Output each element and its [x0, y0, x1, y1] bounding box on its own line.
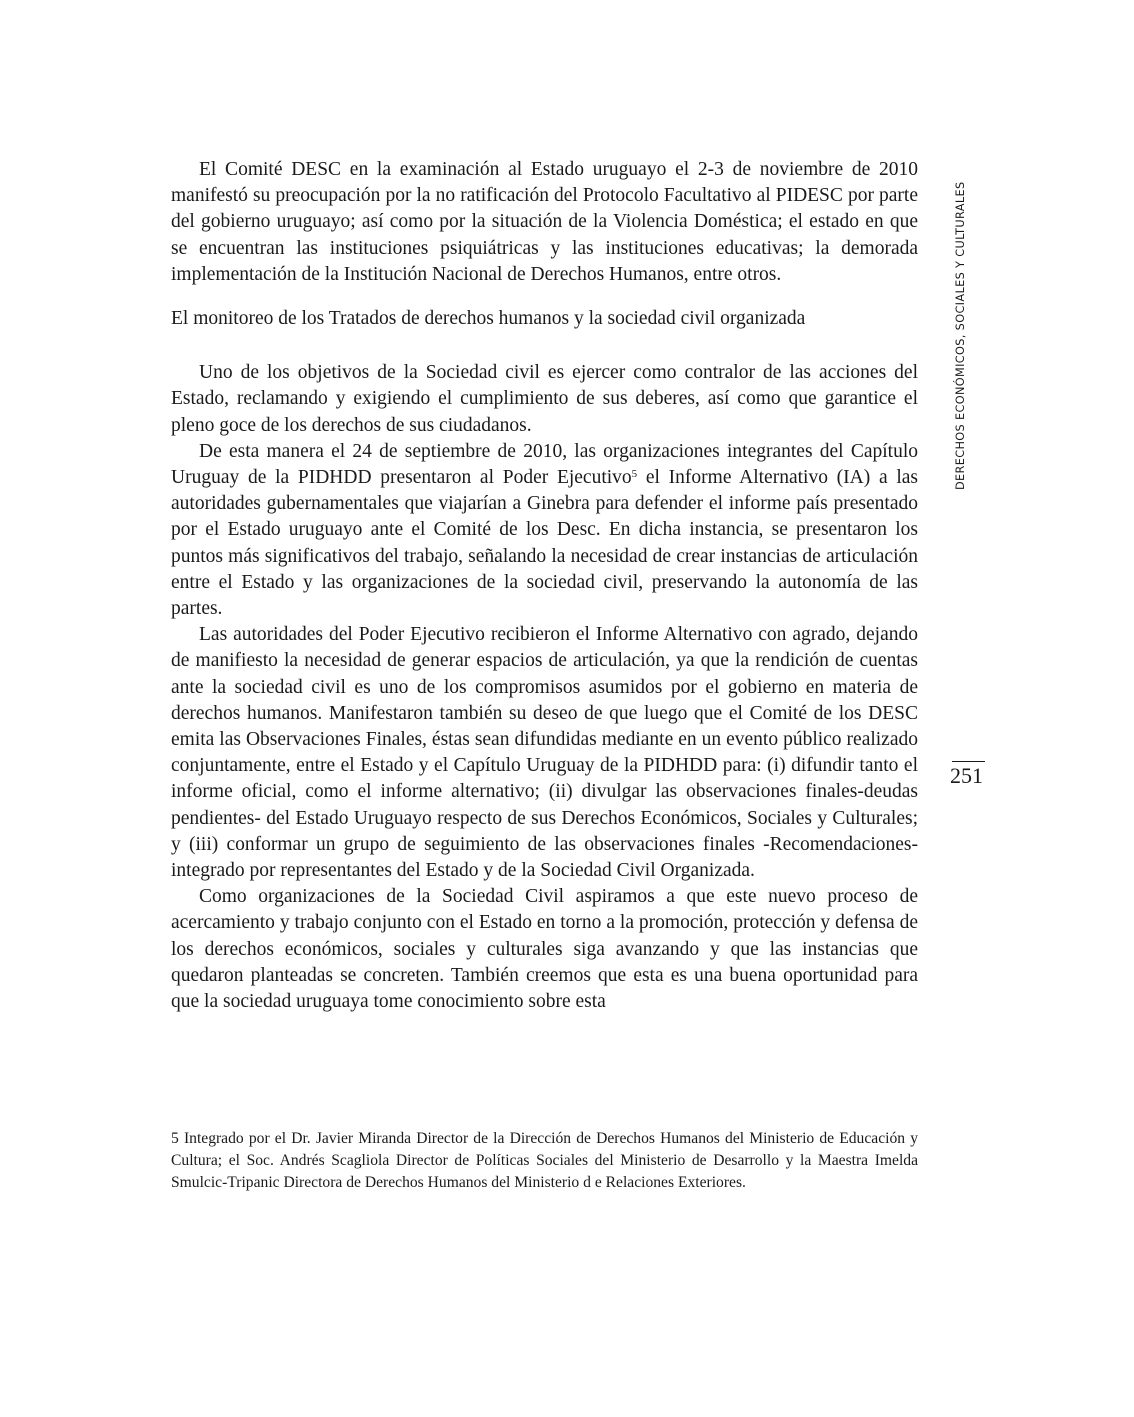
paragraph-informe-alternativo: [171, 439, 918, 622]
paragraph-objetivos: Uno de los objetivos de la Sociedad civil es ejercer como contralor de las acciones del Estado, reclamando y exigiendo el cumplimiento de sus deberes, así como que garantice el pleno goce de los derechos de sus ciudadanos.: [171, 362, 918, 436]
footnote: 5 Integrado por el Dr. Javier Miranda Director de la Dirección de Derechos Humanos del Ministerio de Educación y Cultura; el Soc. Andrés Scagliola Director de Políticas Sociales del Ministerio de Desarrollo y la Maestra Imelda Smulcic-Tripanic Directora de Derechos Humanos del Ministerio d e Relaciones Exteriores.: [171, 1130, 918, 1191]
section-heading: El monitoreo de los Tratados de derechos humanos y la sociedad civil organizada: [171, 308, 806, 330]
paragraph-sociedad-civil: Como organizaciones de la Sociedad Civil aspiramos a que este nuevo proceso de acercamiento y trabajo conjunto con el Estado en torno a la promoción, protección y defensa de los derechos económicos, sociales y culturales siga avanzando y que las instancias que quedaron planteadas se concreten. También creemos que esta es una buena oportunidad para que la sociedad uruguaya tome conocimiento sobre esta: [171, 886, 918, 1013]
page-number-rule: [952, 761, 985, 762]
body-text: [171, 157, 918, 1015]
paragraph-informe-text-start: De esta manera el 24 de septiembre de 2010, las organizaciones integrantes del Capítulo Uruguay de la PIDHDD presentaron al Poder Ejecutivo: [171, 440, 918, 489]
paragraph-comite-desc: El Comité DESC en la examinación al Estado uruguayo el 2-3 de noviembre de 2010 manifestó su preocupación por la no ratificación del Protocolo Facultativo al PIDESC por parte del gobierno uruguayo; así como por la situación de la Violencia Doméstica; el estado en que se encuentran las instituciones psiquiátricas y las instituciones educativas; la demorada implementación de la Institución Nacional de Derechos Humanos, entre otros.: [171, 159, 918, 285]
running-header-text: DERECHOS ECONÓMICOS, SOCIALES Y CULTURALES: [954, 181, 967, 490]
running-header-vertical: [951, 158, 971, 490]
paragraph-autoridades: Las autoridades del Poder Ejecutivo recibieron el Informe Alternativo con agrado, dejando de manifiesto la necesidad de generar espacios de articulación, ya que la rendición de cuentas ante la sociedad civil es uno de los compromisos asumidos por el gobierno en materia de derechos humanos. Manifestaron también su deseo de que luego que el Comité de los DESC emita las Observaciones Finales, éstas sean difundidas mediante en un evento público realizado conjuntamente, entre el Estado y el Capítulo Uruguay de la PIDHDD para: (i) difundir tanto el informe oficial, como el informe alternativo; (ii) divulgar las observaciones finales-deudas pendientes- del Estado Uruguayo respecto de sus Derechos Económicos, Sociales y Culturales; y (iii) conformar un grupo de seguimiento de las observaciones finales -Recomendaciones- integrado por representantes del Estado y de la Sociedad Civil Organizada.: [171, 624, 918, 882]
paragraph-informe-text-end: el Informe Alternativo (IA) a las autoridades gubernamentales que viajarían a Ginebra para defender el informe país presentado por el Estado uruguayo ante el Comité de los Desc. En dicha instancia, se presentaron los puntos más significativos del trabajo, señalando la necesidad de crear instancias de articulación entre el Estado y las organizaciones de la sociedad civil, preservando la autonomía de las partes.: [171, 467, 918, 620]
footnote-reference: 5: [631, 468, 638, 481]
page-number: 251: [950, 763, 983, 788]
